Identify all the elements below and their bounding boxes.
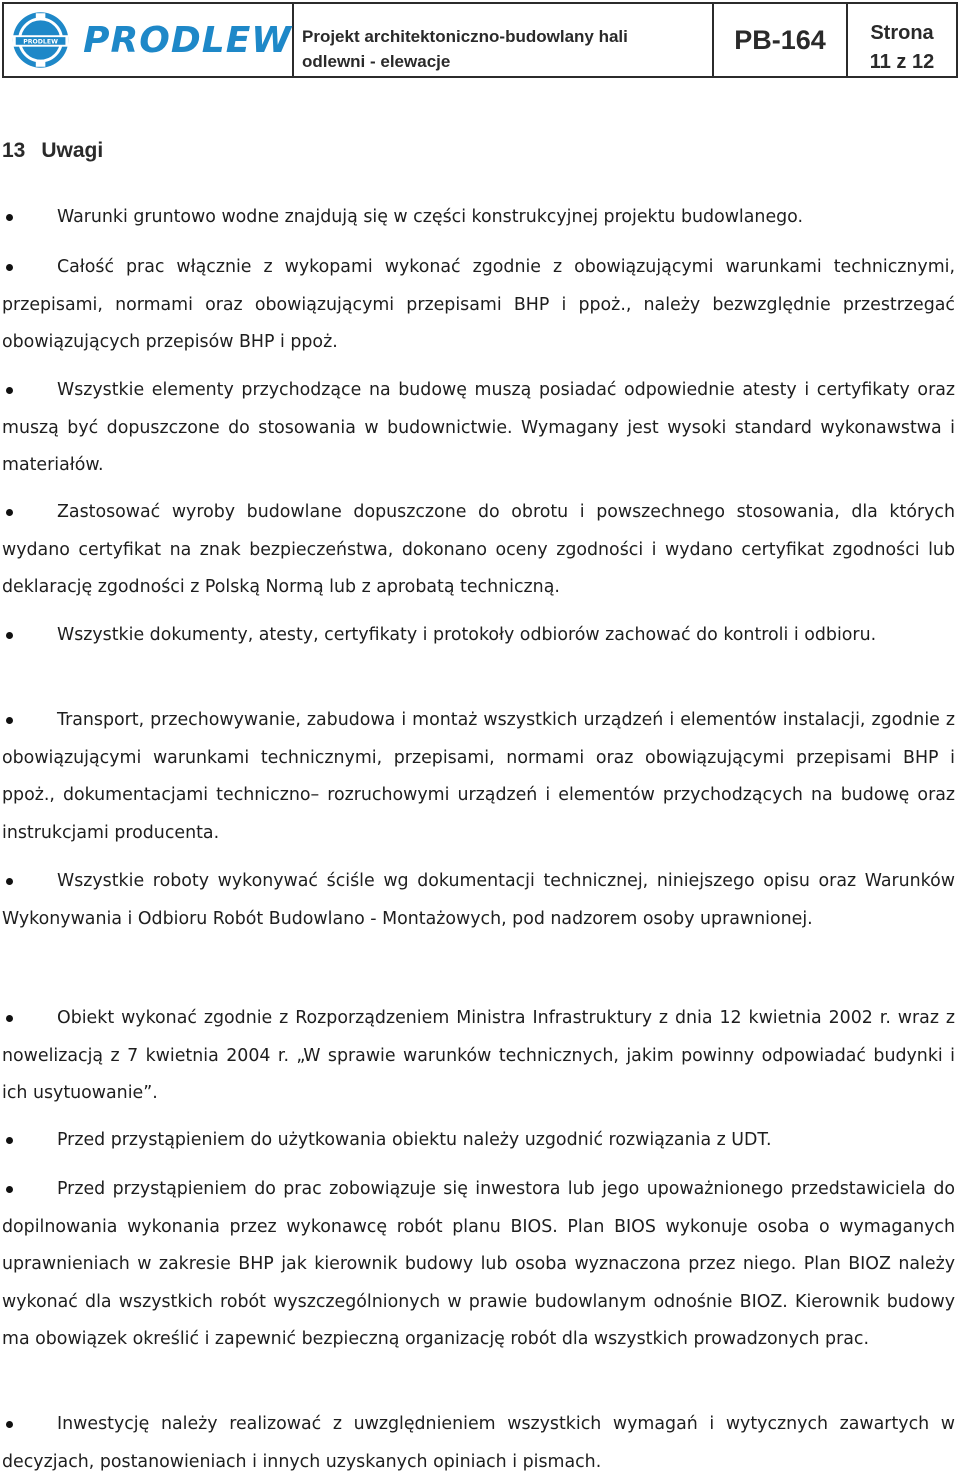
document-code: PB-164 — [714, 4, 848, 76]
list-item-text: Transport, przechowywanie, zabudowa i montaż wszystkich urządzeń i elementów instalacji, zgodnie z obowiązującymi warunkami technicznymi, przepisami, normami oraz obowiązującymi przepisami BHP i ppoż., dokumentacjami techniczno– rozruchowymi urządzeń i elementów przychodzących na budowę oraz instrukcjami producenta. — [2, 710, 955, 843]
list-item — [2, 199, 955, 237]
bullet-icon — [6, 509, 13, 516]
section-number: 13 — [2, 139, 26, 162]
page-number: 11 z 12 — [869, 51, 935, 73]
bullet-icon — [6, 1186, 13, 1193]
list-item-text: Całość prac włącznie z wykopami wykonać zgodnie z obowiązującymi warunkami technicznymi, przepisami, normami oraz obowiązującymi przepisami BHP i ppoż., należy bezwzględnie przestrzegać obowiązujących przepisów BHP i ppoż. — [2, 257, 955, 352]
prodlew-logo-icon — [10, 8, 71, 72]
list-item-text: Zastosować wyroby budowlane dopuszczone do obrotu i powszechnego stosowania, dla których wydano certyfikat na znak bezpieczeństwa, dokonano oceny zgodności i wydano certyfikat zgodności lub deklarację zgodności z Polską Normą lub z aprobatą techniczną. — [2, 502, 955, 597]
title-line-2: odlewni - elewacje — [302, 52, 451, 71]
list-item — [2, 1171, 955, 1359]
bullet-icon — [6, 1137, 13, 1144]
list-item — [2, 494, 955, 607]
page-indicator — [848, 4, 956, 76]
list-item — [2, 249, 955, 362]
section-title: Uwagi — [41, 139, 104, 162]
bullet-icon — [6, 717, 13, 724]
list-item — [2, 1122, 955, 1160]
list-item — [2, 372, 955, 485]
list-item-text: Wszystkie dokumenty, atesty, certyfikaty i protokoły odbiorów zachować do kontroli i odbioru. — [57, 625, 877, 645]
list-item-text: Przed przystąpieniem do prac zobowiązuje się inwestora lub jego upoważnionego przedstawiciela do dopilnowania wykonania przez wykonawcę robót planu BIOS. Plan BIOS wykonuje osoba o wymaganych uprawnieniach w zakresie BHP jak kierownik budowy lub osoba wyznaczona przez niego. Plan BIOZ należy wykonać dla wszystkich robót wyszczególnionych w prawie budowlanym odnośnie BIOZ. Kierownik budowy ma obowiązek określić i zapewnić bezpieczną organizację robót dla wszystkich prowadzonych prac. — [2, 1179, 955, 1349]
bullet-icon — [6, 1015, 13, 1022]
list-item-text: Wszystkie roboty wykonywać ściśle wg dokumentacji technicznej, niniejszego opisu oraz Warunków Wykonywania i Odbioru Robót Budowlano - Montażowych, pod nadzorem osoby uprawnionej. — [2, 871, 955, 929]
list-item-text: Obiekt wykonać zgodnie z Rozporządzeniem Ministra Infrastruktury z dnia 12 kwietnia 2002 r. wraz z nowelizacją z 7 kwietnia 2004 r. „W sprawie warunków technicznych, jakim powinny odpowiadać budynki i ich usytuowanie”. — [2, 1008, 955, 1103]
bullet-icon — [6, 214, 13, 221]
list-item-text: Przed przystąpieniem do użytkowania obiektu należy uzgodnić rozwiązania z UDT. — [57, 1130, 772, 1150]
bullet-icon — [6, 387, 13, 394]
section-heading — [2, 139, 103, 163]
list-item — [2, 617, 955, 655]
bullet-icon — [6, 632, 13, 639]
list-item — [2, 702, 955, 852]
list-item — [2, 1000, 955, 1113]
title-line-1: Projekt architektoniczno-budowlany hali — [302, 27, 628, 46]
list-item — [2, 1406, 955, 1481]
logo-wordmark: PRODLEW — [83, 19, 292, 61]
logo-badge-text: PRODLEW — [23, 38, 58, 46]
page-label: Strona — [870, 22, 934, 44]
list-item-text: Inwestycję należy realizować z uwzględnieniem wszystkich wymagań i wytycznych zawartych w decyzjach, postanowieniach i innych uzyskanych opiniach i pismach. — [2, 1414, 955, 1472]
bullet-icon — [6, 264, 13, 271]
bullet-icon — [6, 878, 13, 885]
list-item-text: Wszystkie elementy przychodzące na budowę muszą posiadać odpowiednie atesty i certyfikaty oraz muszą być dopuszczone do stosowania w budownictwie. Wymagany jest wysoki standard wykonawstwa i materiałów. — [2, 380, 955, 475]
logo-cell — [4, 4, 294, 76]
list-item-text: Warunki gruntowo wodne znajdują się w części konstrukcyjnej projektu budowlanego. — [57, 207, 804, 227]
document-title — [294, 4, 714, 76]
document-header — [2, 2, 958, 78]
bullet-icon — [6, 1421, 13, 1428]
list-item — [2, 863, 955, 938]
